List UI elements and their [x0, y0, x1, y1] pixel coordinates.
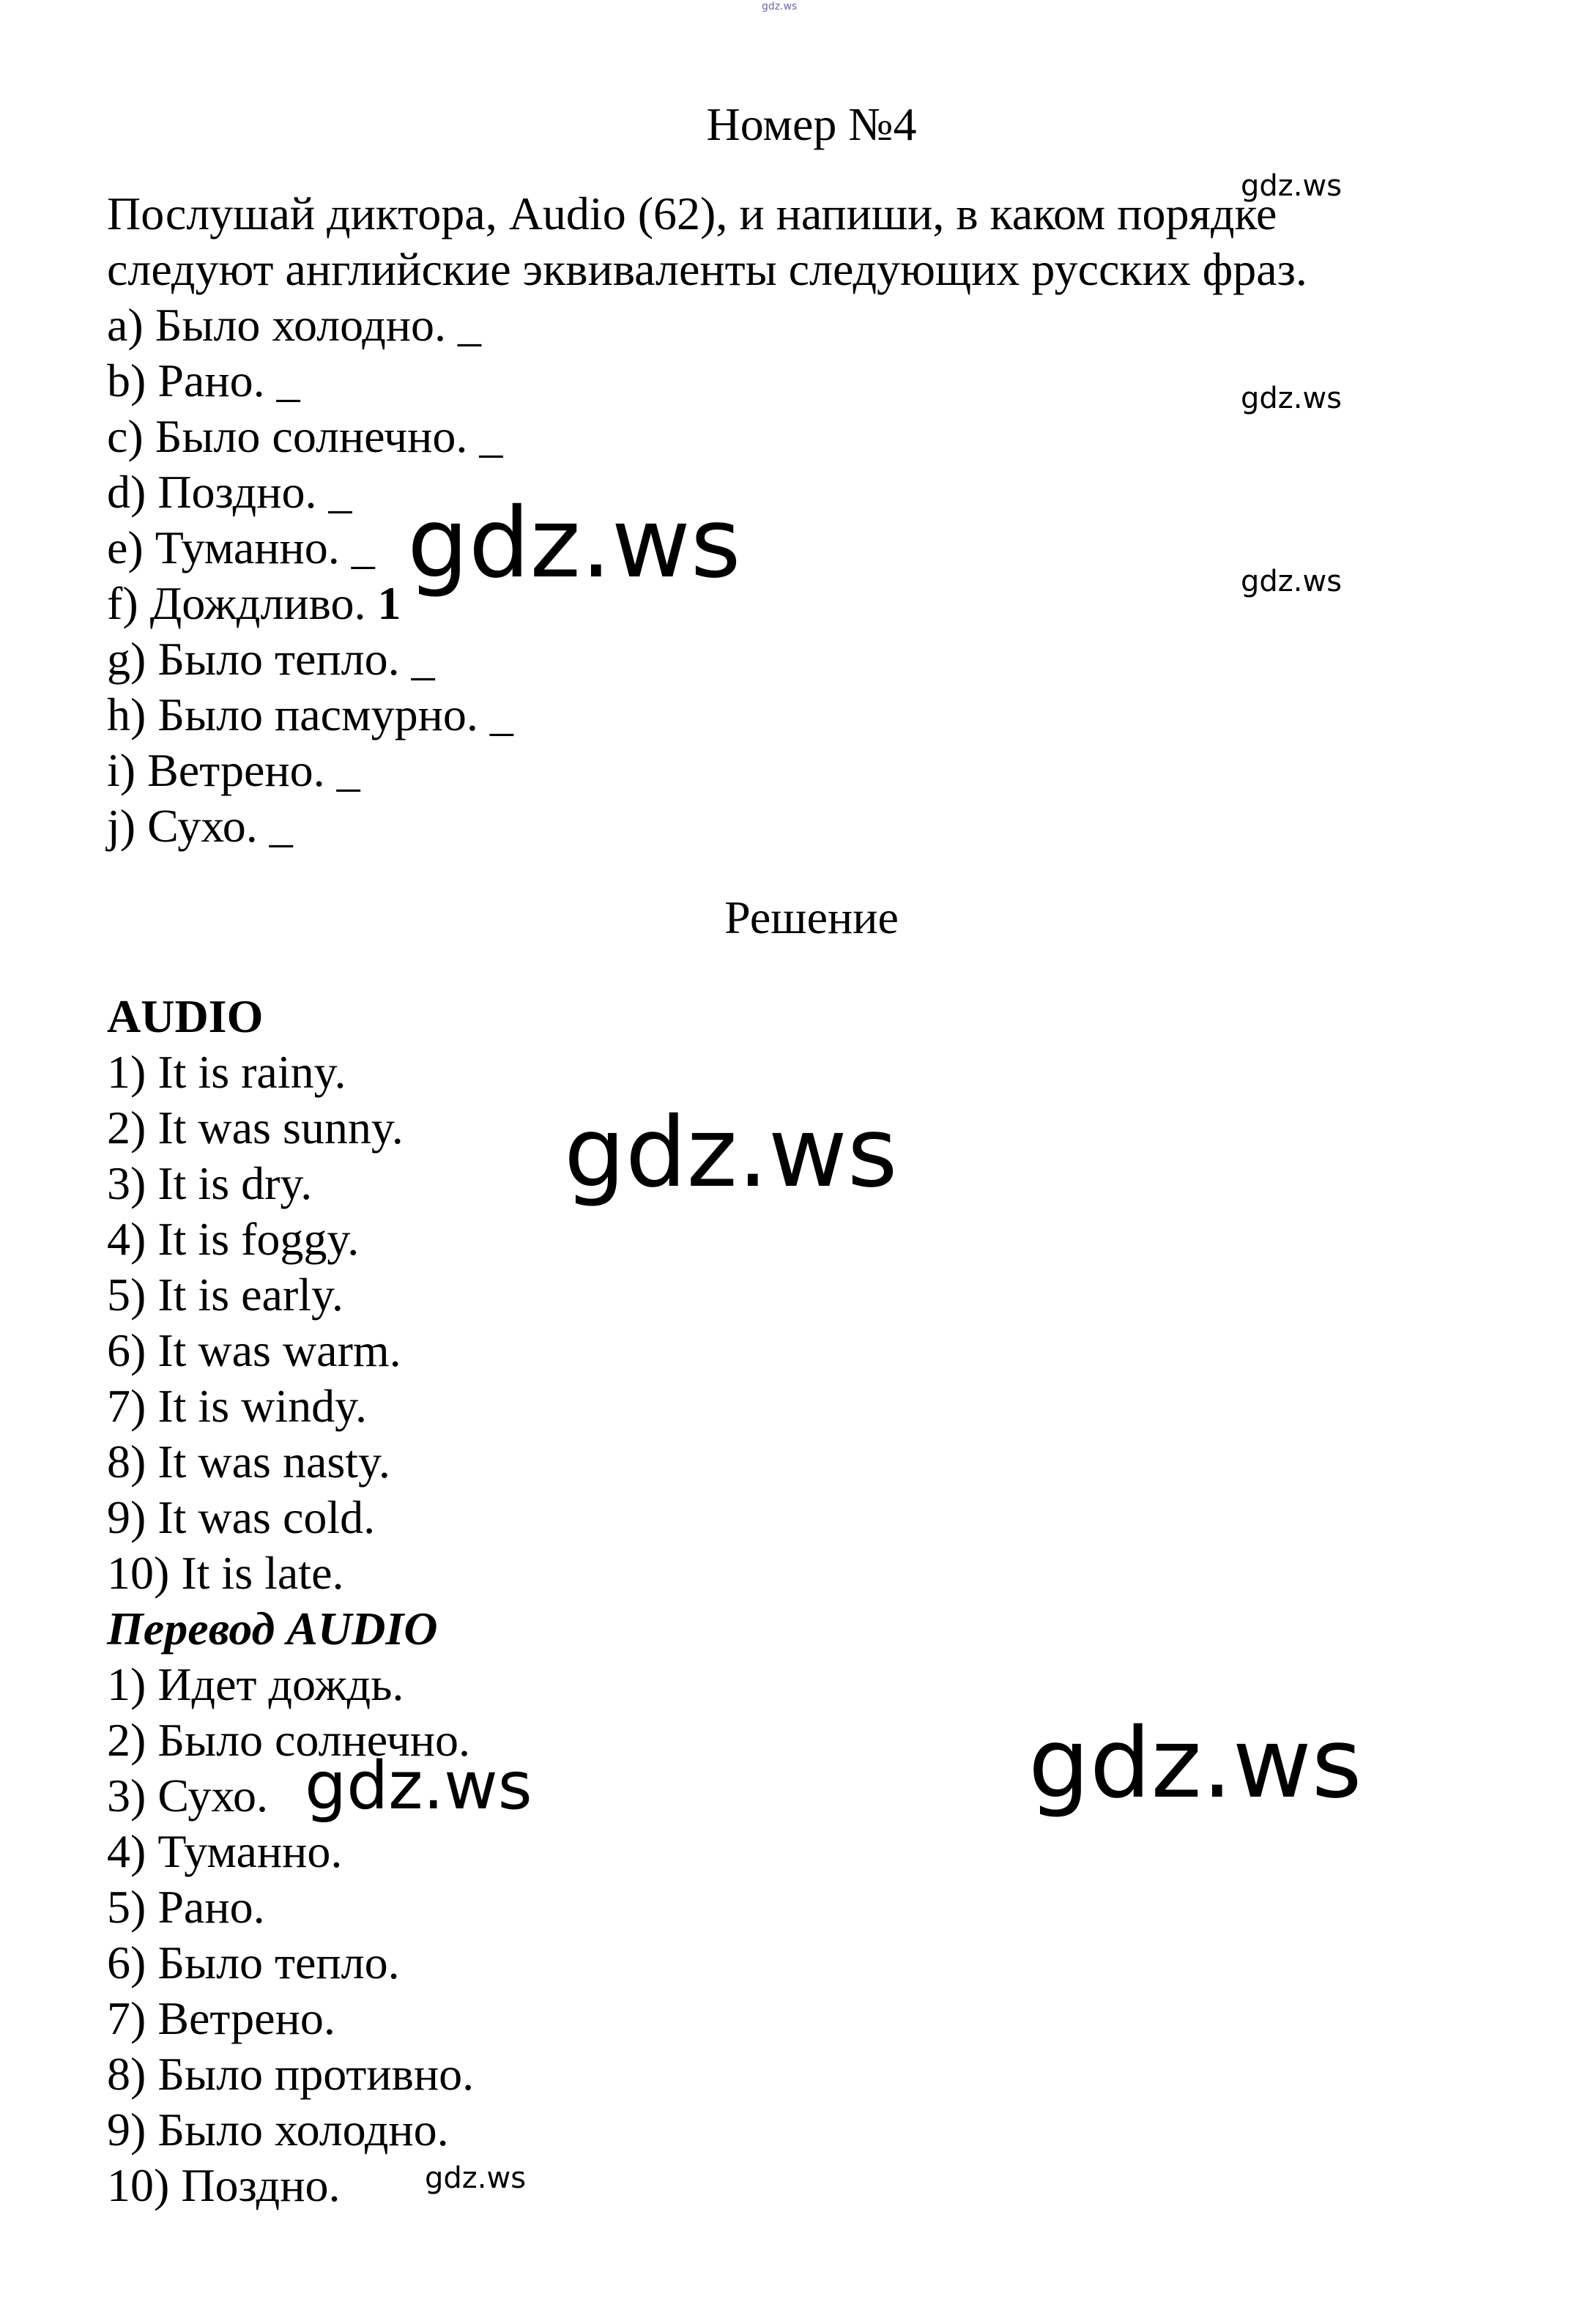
- task-item-g: g) Было тепло. _: [107, 633, 435, 685]
- audio-line: 4) It is foggy.: [107, 1213, 360, 1265]
- task-item-h: h) Было пасмурно. _: [107, 688, 513, 740]
- translation-line: 9) Было холодно.: [107, 2104, 449, 2156]
- translation-line: 7) Ветрено.: [107, 1992, 335, 2044]
- answer-value: 1: [377, 577, 401, 629]
- watermark-large: gdz.ws: [564, 1096, 898, 1209]
- translation-line: 4) Туманно.: [107, 1825, 343, 1877]
- watermark-small: gdz.ws: [425, 2161, 527, 2195]
- audio-line: 10) It is late.: [107, 1547, 344, 1599]
- translation-line: 5) Рано.: [107, 1881, 265, 1933]
- task-intro-line-2: следуют английские эквиваленты следующих русских фраз.: [107, 243, 1307, 295]
- watermark-medium: gdz.ws: [305, 1748, 532, 1824]
- audio-line: 8) It was nasty.: [107, 1436, 390, 1488]
- translation-line: 3) Сухо.: [107, 1770, 268, 1822]
- watermark-large: gdz.ws: [1028, 1707, 1362, 1820]
- watermark-top: gdz.ws: [762, 1, 798, 12]
- translation-line: 6) Было тепло.: [107, 1937, 400, 1989]
- audio-line: 1) It is rainy.: [107, 1046, 346, 1098]
- task-item-e: e) Туманно. _: [107, 521, 375, 573]
- task-intro-line-1: Послушай диктора, Audio (62), и напиши, в каком порядке: [107, 188, 1277, 240]
- translation-line: 10) Поздно.: [107, 2159, 341, 2211]
- page-title: Номер №4: [706, 98, 917, 150]
- translation-line: 1) Идет дождь.: [107, 1658, 404, 1710]
- solution-block: [107, 989, 474, 2213]
- audio-line: 9) It was cold.: [107, 1491, 376, 1543]
- task-item-d: d) Поздно. _: [107, 466, 352, 518]
- audio-line: 6) It was warm.: [107, 1324, 401, 1376]
- watermark-small: gdz.ws: [1241, 382, 1343, 415]
- audio-line: 7) It is windy.: [107, 1380, 367, 1432]
- task-item-f: f) Дождливо. 1: [107, 577, 401, 629]
- task-item-c: c) Было солнечно. _: [107, 410, 503, 462]
- translation-line: 2) Было солнечно.: [107, 1714, 470, 1766]
- audio-heading: AUDIO: [107, 990, 264, 1042]
- audio-line: 3) It is dry.: [107, 1157, 313, 1209]
- audio-line: 2) It was sunny.: [107, 1102, 404, 1154]
- watermark-small: gdz.ws: [1241, 565, 1343, 598]
- task-item-b: b) Рано. _: [107, 354, 300, 406]
- watermark-large: gdz.ws: [407, 487, 741, 600]
- translation-line: 8) Было противно.: [107, 2048, 475, 2100]
- task-item-j: j) Сухо. _: [107, 800, 293, 852]
- watermark-small: gdz.ws: [1241, 169, 1343, 203]
- task-item-a: a) Было холодно. _: [107, 299, 482, 351]
- solution-title: Решение: [724, 891, 899, 943]
- translation-heading: Перевод AUDIO: [107, 1603, 438, 1655]
- task-item-i: i) Ветрено. _: [107, 744, 360, 796]
- audio-line: 5) It is early.: [107, 1269, 343, 1321]
